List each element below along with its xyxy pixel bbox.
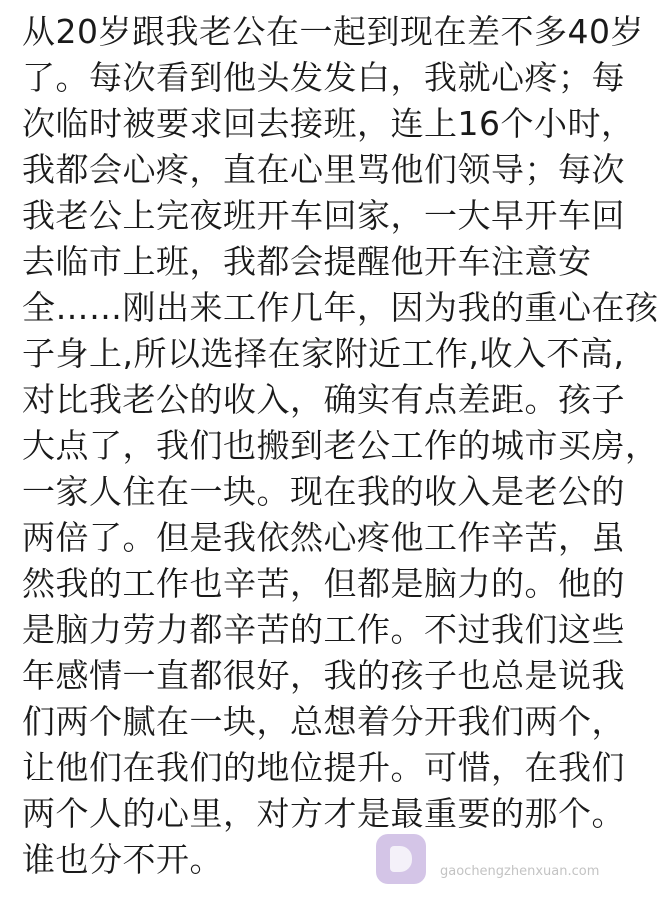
article-line: 我老公上完夜班开车回家，一大早开车回: [22, 196, 625, 235]
article-line: 让他们在我们的地位提升。可惜，在我们: [22, 748, 625, 787]
article-line: 是脑力劳力都辛苦的工作。不过我们这些: [22, 610, 625, 649]
article-line: 对比我老公的收入，确实有点差距。孩子: [22, 380, 625, 419]
article-line: 两个人的心里，对方才是最重要的那个。: [22, 794, 625, 833]
article-line: 谁也分不开。: [22, 840, 223, 879]
article-line: 我都会心疼，直在心里骂他们领导；每次: [22, 150, 625, 189]
watermark: [372, 828, 622, 888]
article-line: 全……刚出来工作几年，因为我的重心在孩: [22, 288, 659, 327]
article-line: 去临市上班，我都会提醒他开车注意安: [22, 242, 592, 281]
watermark-url: gaochengzhenxuan.com: [440, 864, 600, 879]
article-line: 然我的工作也辛苦，但都是脑力的。他的: [22, 564, 625, 603]
article-line: 们两个腻在一块，总想着分开我们两个，: [22, 702, 625, 741]
article-line: 一家人住在一块。现在我的收入是老公的: [22, 472, 625, 511]
article-line: 次临时被要求回去接班，连上16个小时，: [22, 104, 635, 143]
article-line: 年感情一直都很好，我的孩子也总是说我: [22, 656, 625, 695]
watermark-name: [440, 834, 590, 852]
article-line: 大点了，我们也搬到老公工作的城市买房，: [22, 426, 659, 465]
article-line: 从20岁跟我老公在一起到现在差不多40岁: [22, 12, 644, 51]
article-line: 子身上,所以选择在家附近工作,收入不高,: [22, 334, 625, 373]
article-line: 了。每次看到他头发发白，我就心疼；每: [22, 58, 625, 97]
watermark-logo-icon: [376, 834, 426, 884]
article-line: 两倍了。但是我依然心疼他工作辛苦，虽: [22, 518, 625, 557]
